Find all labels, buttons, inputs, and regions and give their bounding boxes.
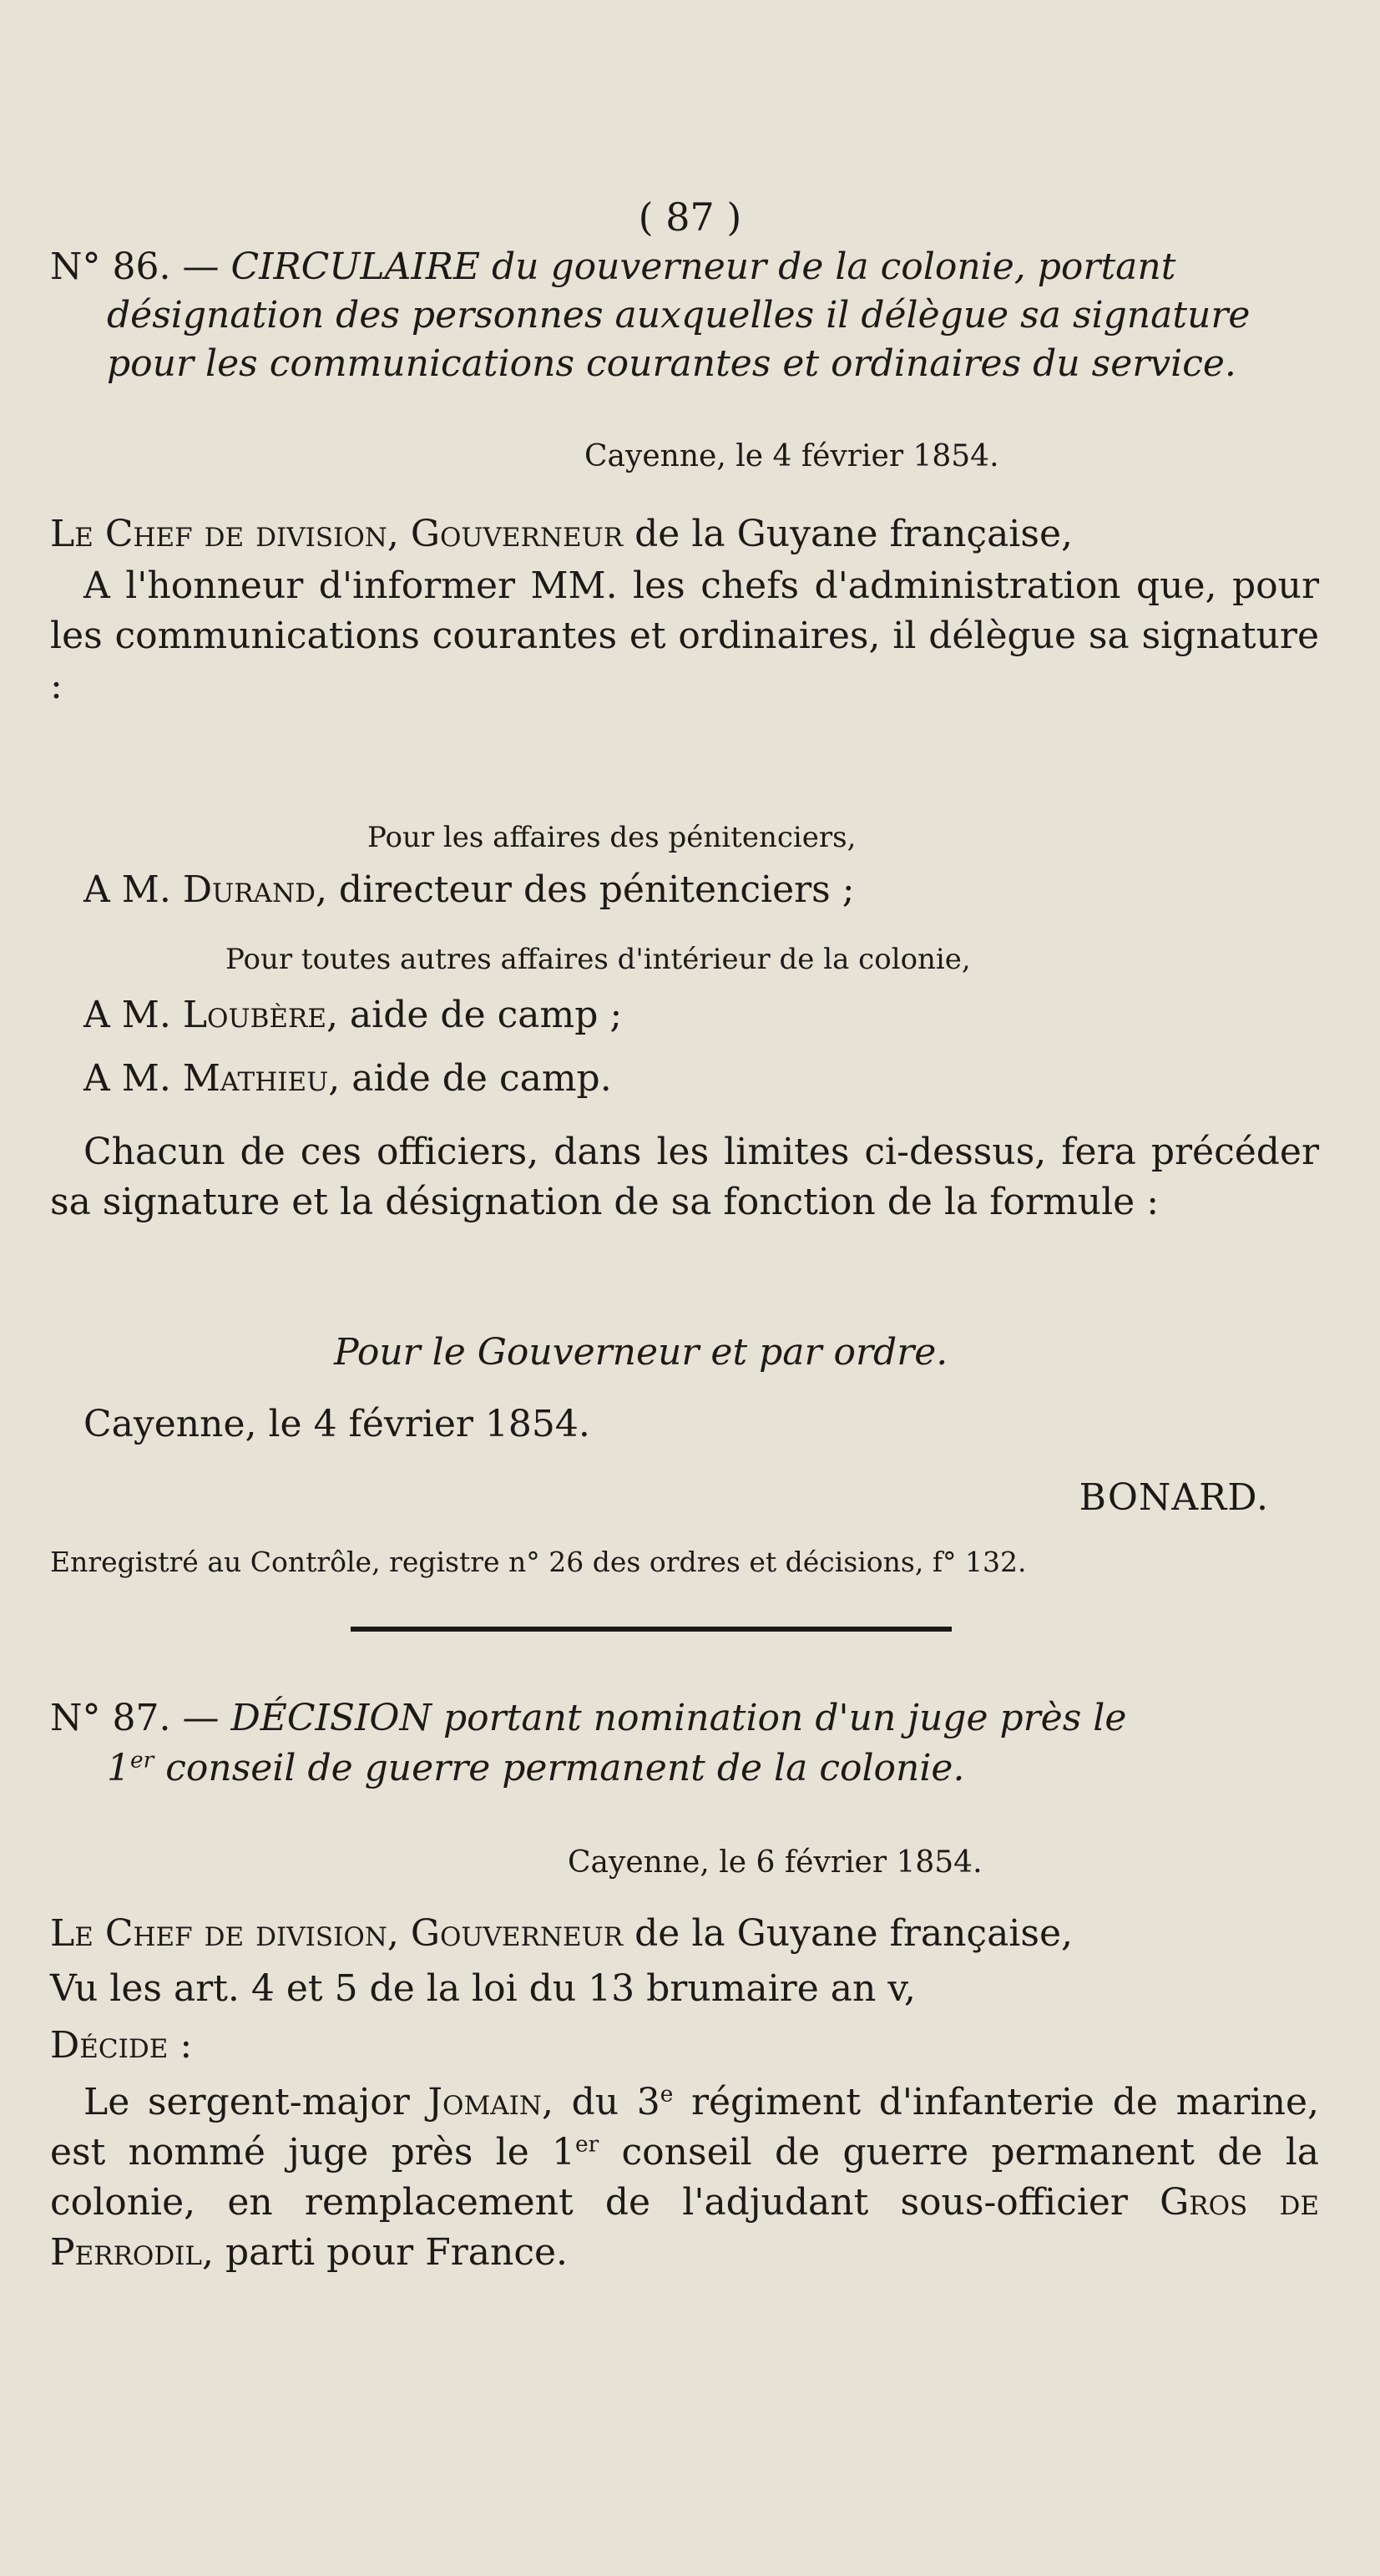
entry-87-council-sup: er xyxy=(130,1747,154,1774)
entry-86-dateline: Cayenne, le 4 février 1854. xyxy=(584,439,999,473)
entry-87-dateline: Cayenne, le 6 février 1854. xyxy=(568,1845,983,1880)
entry-87-heading-rest: portant nomination d'un juge près le xyxy=(443,1697,1127,1739)
entry-86-subheading-2: Pour toutes autres affaires d'intérieur de la colonie, xyxy=(225,943,971,976)
p1-sup2: er xyxy=(575,2131,599,2158)
entry-86-heading-line2: désignation des personnes auxquelles il délègue sa signature xyxy=(107,294,1251,337)
entry-86-heading-rest: du gouverneur de la colonie, portant xyxy=(492,245,1176,288)
entry-87-paragraph-1 xyxy=(50,2078,1319,2278)
entry-86-delegate-1 xyxy=(83,865,1319,915)
p1-name2: Gros de Perrodil xyxy=(50,2181,1319,2274)
delegate-2-prefix: A M. xyxy=(83,994,171,1036)
p1-sup: e xyxy=(660,2081,674,2108)
entry-87-heading-word: DÉCISION xyxy=(230,1697,432,1739)
delegate-2-role: , aide de camp ; xyxy=(326,994,623,1036)
delegate-3-role: , aide de camp. xyxy=(328,1057,612,1100)
p1-c: régiment d'infanterie de marine, est nommé juge près le 1 xyxy=(50,2081,1319,2174)
entry-87-number: N° 87. — xyxy=(50,1697,220,1739)
entry-86-closing-date: Cayenne, le 4 février 1854. xyxy=(83,1403,590,1445)
p1-a: Le sergent-major xyxy=(83,2081,410,2123)
delegate-3-name: Mathieu xyxy=(182,1057,329,1100)
entry-87-heading-line2 xyxy=(107,1745,1319,1792)
entry-86-delegate-3 xyxy=(83,1054,1319,1104)
entry-86-delegate-2 xyxy=(83,990,1319,1040)
entry-87-decide: Décide : xyxy=(50,2024,193,2067)
entry-86-formula: Pour le Gouverneur et par ordre. xyxy=(334,1331,948,1374)
entry-87-council-number: 1 xyxy=(107,1747,130,1789)
p1-b: , du 3 xyxy=(541,2081,660,2123)
p1-e: , parti pour France. xyxy=(202,2231,568,2274)
entry-86-paragraph-1: A l'honneur d'informer MM. les chefs d'administration que, pour les communications courantes et ordinaires, il délègue sa signature : xyxy=(50,564,1319,707)
entry-86-heading-word: CIRCULAIRE xyxy=(230,245,480,288)
entry-86-signature: BONARD. xyxy=(1079,1476,1269,1519)
p1-d: conseil de guerre permanent de la colonie, en remplacement de l'adjudant sous-officier xyxy=(50,2131,1320,2224)
page-number: ( 87 ) xyxy=(638,195,742,240)
entry-86-issuer-rest: de la Guyane française, xyxy=(634,513,1073,555)
section-divider xyxy=(351,1627,952,1632)
entry-86-registration: Enregistré au Contrôle, registre n° 26 des ordres et décisions, f° 132. xyxy=(50,1546,1027,1578)
delegate-1-prefix: A M. xyxy=(83,868,171,911)
entry-86-subheading-1: Pour les affaires des pénitenciers, xyxy=(367,821,857,854)
entry-86-heading-line3: pour les communications courantes et ordinaires du service. xyxy=(107,342,1236,385)
entry-87-heading-line2-rest: conseil de guerre permanent de la colonie. xyxy=(154,1747,965,1789)
entry-86-number: N° 86. — xyxy=(50,245,220,288)
delegate-2-name: Loubère xyxy=(182,994,326,1036)
entry-86-paragraph-2: Chacun de ces officiers, dans les limites ci-dessus, fera précéder sa signature et la désignation de sa fonction de la formule : xyxy=(50,1131,1319,1223)
delegate-1-name: Durand xyxy=(182,868,316,911)
entry-87-issuer: Le Chef de division, Gouverneur xyxy=(50,1912,624,1955)
entry-86-intro xyxy=(50,509,1319,559)
entry-87-vu: Vu les art. 4 et 5 de la loi du 13 brumaire an v, xyxy=(50,1967,916,2010)
delegate-3-prefix: A M. xyxy=(83,1057,171,1100)
entry-86-heading xyxy=(50,244,1319,291)
entry-86-issuer: Le Chef de division, Gouverneur xyxy=(50,513,624,555)
entry-87-intro xyxy=(50,1909,1319,1959)
entry-87-issuer-rest: de la Guyane française, xyxy=(634,1912,1073,1955)
p1-name: Jomain xyxy=(427,2081,542,2123)
entry-87-heading xyxy=(50,1695,1319,1742)
delegate-1-role: , directeur des pénitenciers ; xyxy=(315,868,855,911)
